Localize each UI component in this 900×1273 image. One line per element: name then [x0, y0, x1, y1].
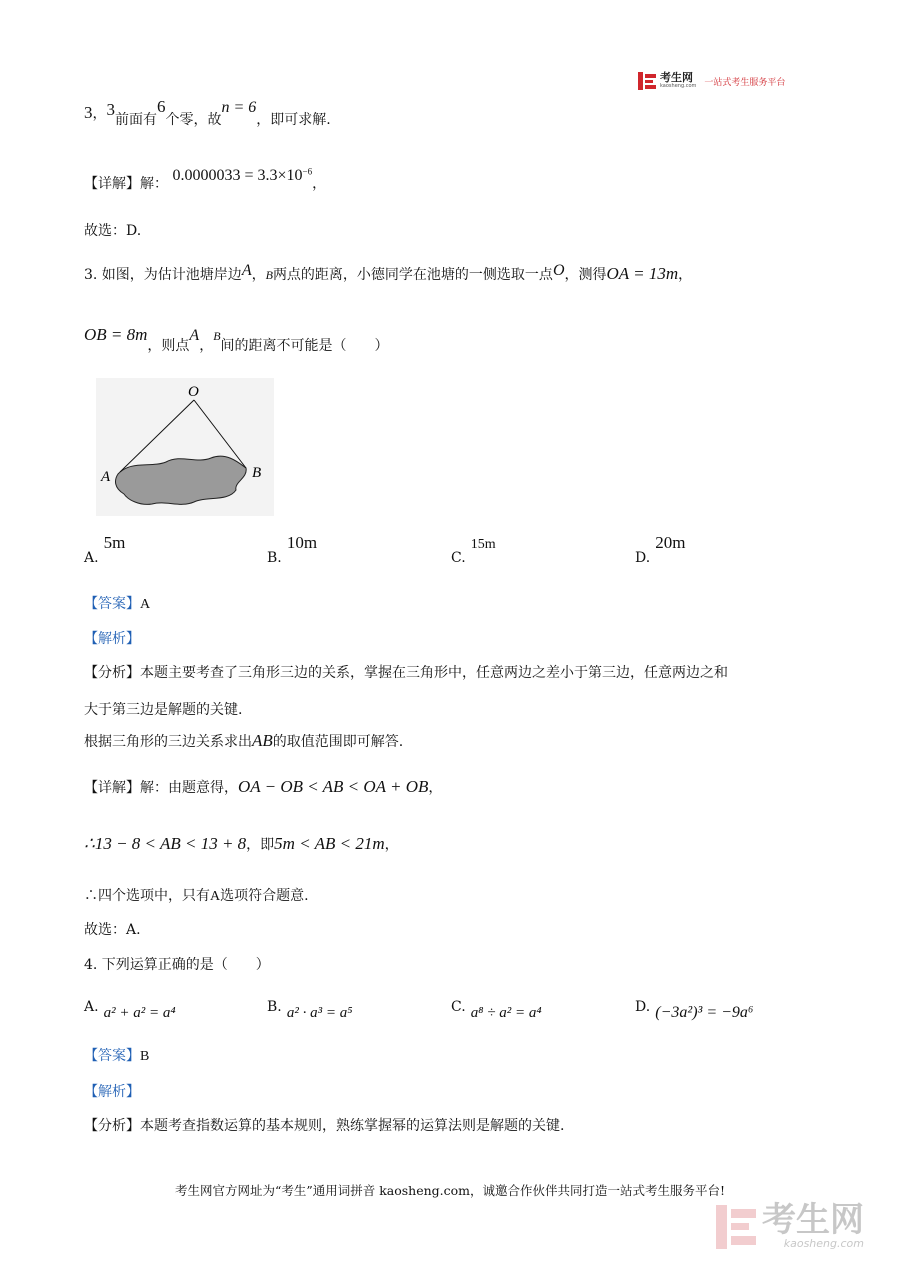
q3-detail-3: ∴四个选项中，只有A选项符合题意.: [84, 888, 309, 904]
q3-stem-line-1: 3. 如图，为估计池塘岸边A，B两点的距离，小德同学在池塘的一侧选取一点O，测得OA = 13m，: [84, 262, 693, 283]
brand-domain: kaosheng.com: [660, 83, 697, 89]
q4-option-c: C. a⁸ ÷ a² = a⁴: [451, 999, 542, 1021]
q2-detail: 【详解】解： $0.0000033 = 3.3\times 10^{-6}$，: [84, 166, 327, 192]
label-o: O: [188, 384, 199, 400]
q3-option-b: B. 10m: [267, 533, 318, 566]
label-a: A: [101, 469, 111, 485]
q4-analysis-label: 【解析】: [84, 1084, 140, 1100]
q4-answer: 【答案】B: [84, 1048, 150, 1064]
q3-option-d: D. 20m: [635, 533, 686, 566]
q4-option-d: D. (−3a²)³ = −9a⁶: [635, 999, 754, 1021]
q4-stem: 4. 下列运算正确的是（ ）: [84, 957, 270, 973]
q3-analysis-2: 大于第三边是解题的关键.: [84, 702, 243, 718]
watermark-text: 考生网: [762, 1200, 864, 1240]
q3-answer: 【答案】A: [84, 596, 151, 612]
q3-analysis-1: 【分析】本题主要考查了三角形三边的关系，掌握在三角形中，任意两边之差小于第三边，任意两边之和: [84, 665, 728, 681]
brand-logo-icon: [638, 72, 656, 90]
q3-stem-line-2: OB = 8m，则点A，B间的距离不可能是（ ）: [84, 325, 389, 354]
solution-line-1: 3，3前面有6个零，故n = 6，即可求解.: [84, 97, 331, 128]
header-logo: [638, 72, 785, 90]
label-b: B: [252, 465, 262, 481]
q3-option-c: C. 15m: [451, 537, 496, 566]
q3-choice: 故选：A.: [84, 922, 141, 938]
q3-analysis-label: 【解析】: [84, 631, 140, 647]
page-footer: 考生网官方网址为“考生”通用词拼音 kaosheng.com，诚邀合作伙伴共同打造一站式考生服务平台!: [174, 1183, 726, 1198]
watermark-domain: kaosheng.com: [783, 1237, 864, 1250]
q4-analysis: 【分析】本题考查指数运算的基本规则，熟练掌握幂的运算法则是解题的关键.: [84, 1118, 565, 1134]
q3-detail-1: 【详解】解：由题意得，OA − OB < AB < OA + OB，: [84, 777, 443, 796]
pond-figure: [96, 378, 274, 516]
brand-name: 考生网: [660, 71, 693, 84]
q3-option-a: A. 5m: [84, 533, 126, 566]
brand-slogan: 一站式考生服务平台: [704, 77, 786, 88]
q3-analysis-3: 根据三角形的三边关系求出AB的取值范围即可解答.: [84, 731, 404, 750]
q3-detail-2: ∴13 − 8 < AB < 13 + 8，即5m < AB < 21m，: [84, 834, 399, 853]
q4-option-a: A. a² + a² = a⁴: [84, 999, 176, 1021]
pond-diagram: [96, 378, 274, 516]
watermark: [716, 1200, 864, 1250]
q2-choice: 故选：D.: [84, 223, 142, 239]
watermark-logo-icon: [716, 1205, 756, 1249]
q4-option-b: B. a² · a³ = a⁵: [267, 999, 353, 1021]
